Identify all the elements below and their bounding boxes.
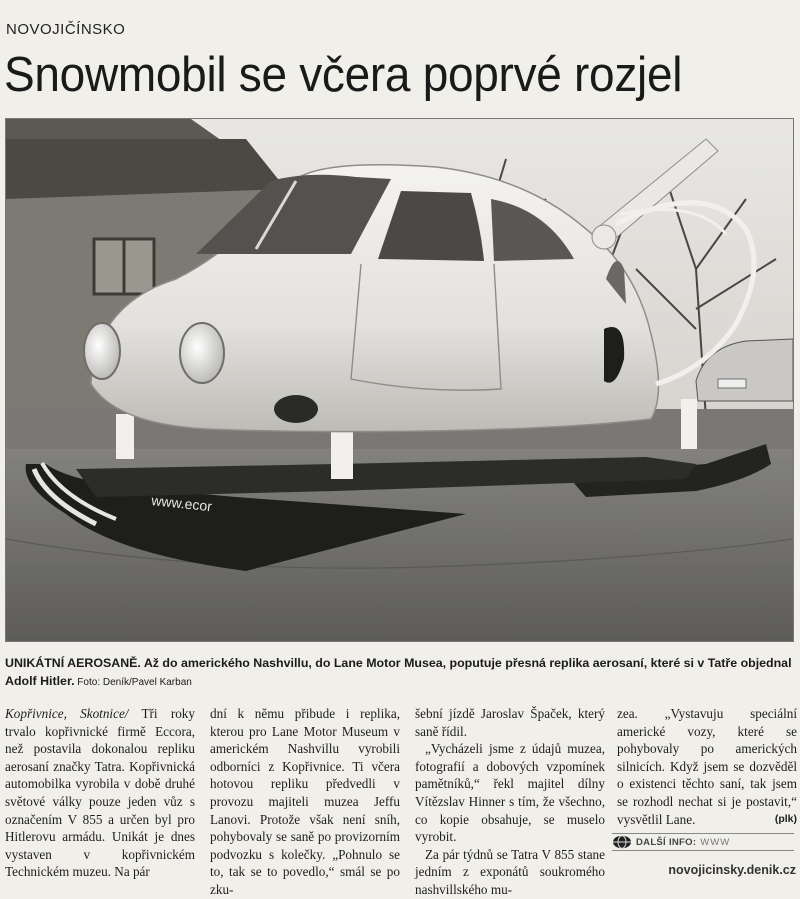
caption-text: Až do amerického Nashvillu, do Lane Motor Musea, poputuje přesná replika aerosaní, které si v Tatře objednal Adolf Hitler. (5, 656, 792, 688)
column-3-paragraph-3: Za pár týdnů se Tatra V 855 stane jedním z exponátů soukromého nashvillského mu- (415, 846, 605, 897)
author-signature: (plk) (774, 812, 797, 825)
bleed-through-text (380, 0, 800, 44)
article-headline: Snowmobil se včera poprvé rozjel (4, 46, 683, 102)
site-url-link[interactable]: novojicinsky.denik.cz (668, 863, 796, 877)
article-photo (5, 118, 794, 642)
caption-lead: UNIKÁTNÍ AEROSANĚ. (5, 656, 141, 670)
more-info-box (612, 833, 794, 851)
article-column-3 (415, 705, 605, 899)
photo-credit: Foto: Deník/Pavel Karban (74, 677, 192, 688)
more-info-label: DALŠÍ INFO: (636, 836, 697, 848)
article-body (5, 705, 797, 897)
article-column-1 (5, 705, 195, 881)
photo-caption (5, 654, 795, 692)
column-3-paragraph-2: „Vycházeli jsme z údajů muzea, fotografií a dobových vzpomínek pamětníků,“ řekl majitel dílny Vítězslav Hinner s tím, že všechno, co kopie obsahuje, se muselo vyrobit. (415, 741, 605, 845)
skid-decal-text: www.ecor (150, 492, 213, 515)
column-1-text: Tři roky trvalo kopřivnické firmě Eccora, než postavila dokonalou repliku aerosaní značky Tatra. Kopřivnická automobilka vyrobila v době druhé světové války pouze jeden vůz s označením V 855 a určen byl pro Hitlerovu armádu. Unikát je dnes vystaven v kopřivnickém Technickém muzeu. Na pár (5, 706, 195, 880)
more-info-value: WWW (700, 836, 731, 848)
section-label: NOVOJIČÍNSKO (6, 21, 126, 38)
globe-icon (612, 835, 632, 849)
dateline: Kopřivnice, Skotnice/ (5, 706, 129, 721)
column-4-text: zea. „Vystavuju speciální americké vozy, které se pohybovaly po amerických silnicích. Když jsem se dozvěděl o existenci těchto saní, tak jsem se rozhodl nechat si je postavit,“ vysvětlil Lane. (617, 706, 797, 827)
column-3-paragraph-1: šební jízdě Jaroslav Špaček, který saně řídil. (415, 706, 605, 739)
article-column-4 (617, 705, 797, 828)
column-2-text: dní k němu přibude i replika, kterou pro Lane Motor Museum v americkém Nashvillu vyrobili odborníci z Kopřivnice. Ti včera hotovou repliku předvedli v provozu majiteli muzea Jeffu Lanovi. Protože však není sníh, pohybovaly se saně po provizorním podvozku s kolečky. „Pohnulo se to, tak se to povedlo,“ smál se po zku- (210, 706, 400, 897)
article-column-2 (210, 705, 400, 899)
